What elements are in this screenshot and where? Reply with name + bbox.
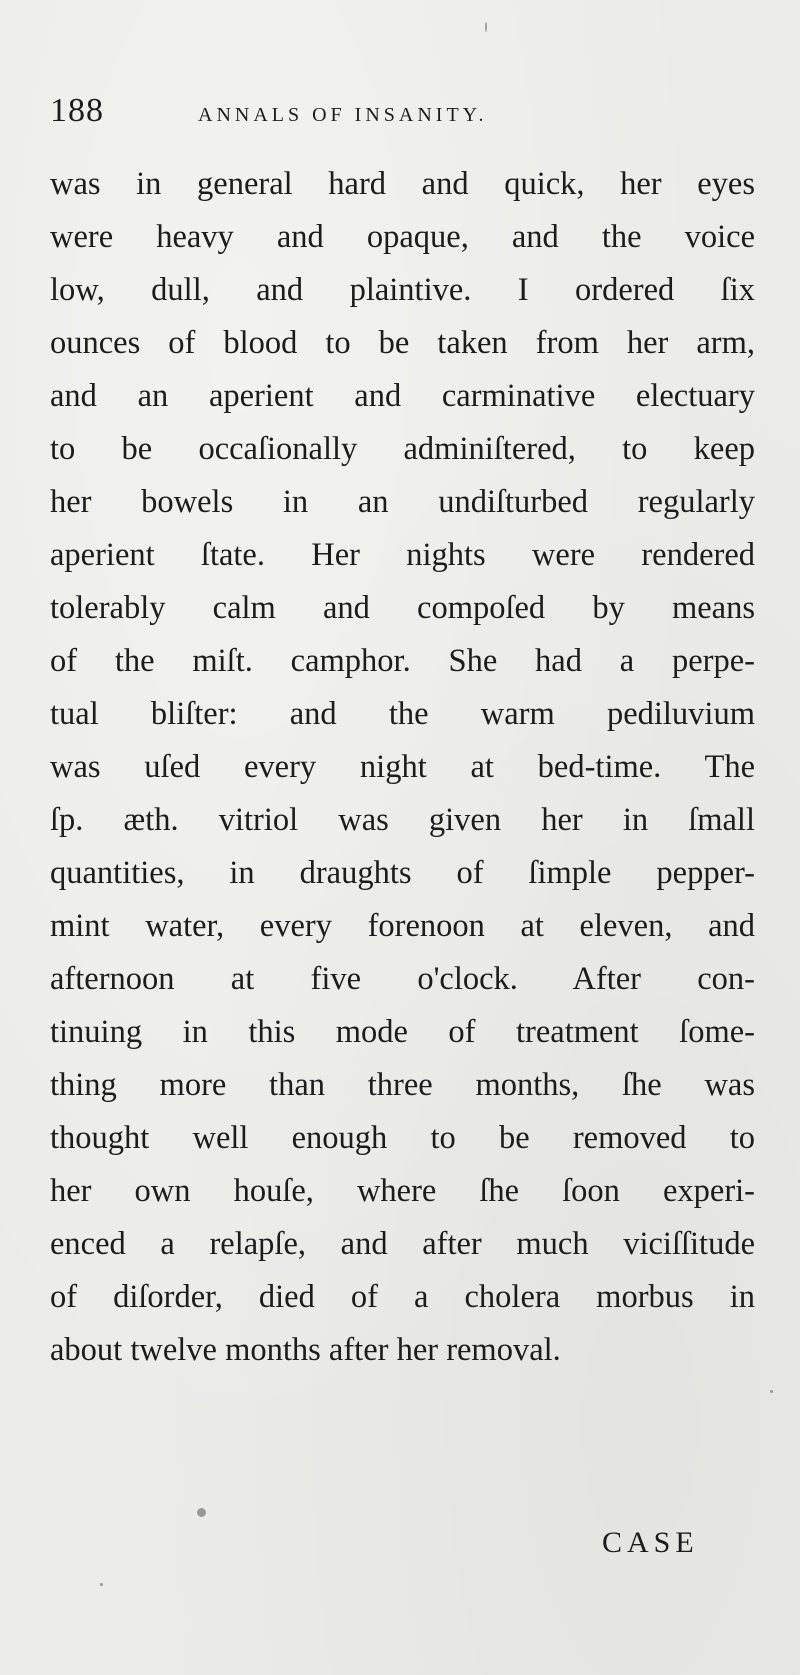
text-line: enced a relapſe, and after much viciſſitude bbox=[50, 1226, 755, 1262]
ink-speck bbox=[100, 1583, 103, 1586]
text-line: of diſorder, died of a cholera morbus in bbox=[50, 1279, 755, 1315]
text-line: low, dull, and plaintive. I ordered ſix bbox=[50, 272, 755, 308]
ink-speck bbox=[770, 1390, 773, 1393]
text-line: to be occaſionally adminiſtered, to keep bbox=[50, 431, 755, 467]
text-line: afternoon at five o'clock. After con- bbox=[50, 961, 755, 997]
text-line: mint water, every forenoon at eleven, and bbox=[50, 908, 755, 944]
text-line: was in general hard and quick, her eyes bbox=[50, 166, 755, 202]
catchword: CASE bbox=[602, 1526, 699, 1559]
text-line: her own houſe, where ſhe ſoon experi- bbox=[50, 1173, 755, 1209]
text-line: quantities, in draughts of ſimple pepper- bbox=[50, 855, 755, 891]
ink-speck bbox=[197, 1508, 206, 1517]
running-head: ANNALS OF INSANITY. bbox=[198, 104, 488, 126]
text-line: her bowels in an undiſturbed regularly bbox=[50, 484, 755, 520]
ink-speck bbox=[485, 22, 487, 32]
text-line: and an aperient and carminative electuary bbox=[50, 378, 755, 414]
text-line: thing more than three months, ſhe was bbox=[50, 1067, 755, 1103]
text-line: tual bliſter: and the warm pediluvium bbox=[50, 696, 755, 732]
text-line: tinuing in this mode of treatment ſome- bbox=[50, 1014, 755, 1050]
page-header bbox=[50, 92, 750, 142]
text-line: thought well enough to be removed to bbox=[50, 1120, 755, 1156]
text-line: was uſed every night at bed-time. The bbox=[50, 749, 755, 785]
text-line: ſp. æth. vitriol was given her in ſmall bbox=[50, 802, 755, 838]
text-line: were heavy and opaque, and the voice bbox=[50, 219, 755, 255]
text-line: tolerably calm and compoſed by means bbox=[50, 590, 755, 626]
text-line: aperient ſtate. Her nights were rendered bbox=[50, 537, 755, 573]
body-text bbox=[50, 158, 755, 1377]
text-line: of the miſt. camphor. She had a perpe- bbox=[50, 643, 755, 679]
text-line: about twelve months after her removal. bbox=[50, 1332, 561, 1368]
text-line: ounces of blood to be taken from her arm, bbox=[50, 325, 755, 361]
page-number: 188 bbox=[50, 92, 104, 129]
